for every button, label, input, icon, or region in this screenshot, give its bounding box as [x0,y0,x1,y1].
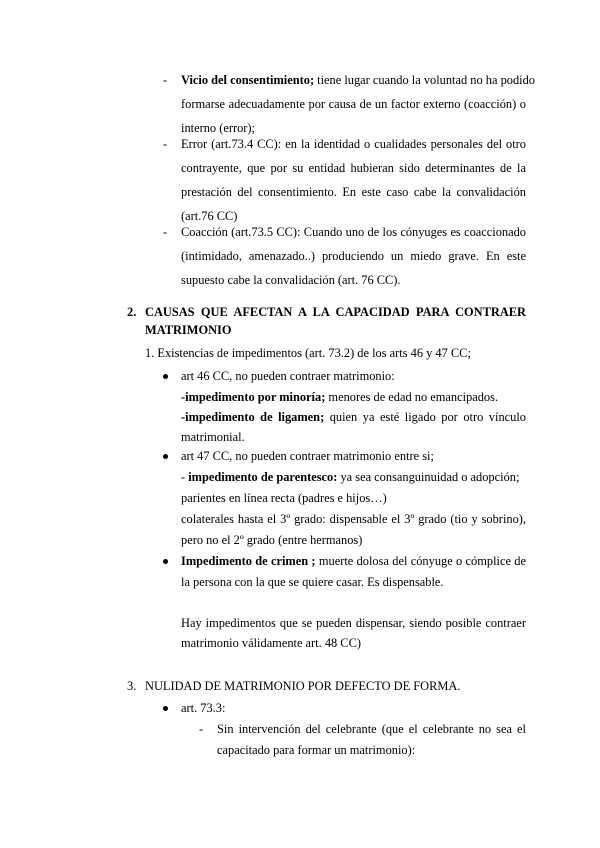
bullet-icon [163,706,168,711]
minoria-line [181,389,498,405]
list-dash: - [199,722,204,736]
parentesco-dash: - [181,470,189,484]
dispensa-note-line-1: Hay impedimentos que se pueden dispensar, siendo posible contraer [181,616,526,630]
colaterales-line: colaterales hasta el 3º grado: dispensable el 3º grado (tio y sobrino), [181,512,526,526]
art46-line: art 46 CC, no pueden contraer matrimonio: [181,369,395,383]
crimen-text: muerte dolosa del cónyuge o cómplice de [315,554,526,568]
impedimentos-subheading: 1. Existencias de impedimentos (art. 73.2) de los arts 46 y 47 CC; [145,346,471,360]
vicio-line-1 [181,72,535,88]
parentesco-term: impedimento de parentesco: [188,470,338,484]
list-dash: - [163,137,168,151]
error-line-1: Error (art.73.4 CC): en la identidad o cualidades personales del otro [181,137,526,151]
section-3-number: 3. [127,679,137,693]
list-dash: - [163,73,168,87]
parentesco-text: ya sea consanguinuidad o adopción; [337,470,520,484]
dispensa-note-line-2: matrimonio válidamente art. 48 CC) [181,636,361,650]
minoria-text: menores de edad no emancipados. [325,390,499,404]
error-line-4: (art.76 CC) [181,209,238,223]
error-line-2: contrayente, que por su entidad hubieran sido determinantes de la [181,161,526,175]
celebrante-line-1: Sin intervención del celebrante (que el celebrante no sea el [217,722,526,736]
crimen-line [181,553,526,569]
vicio-line-3: interno (error); [181,121,255,135]
parentesco-line [181,469,519,485]
coaccion-line-2: (intimidado, amenazado..) produciendo un miedo grave. En este [181,249,526,263]
list-dash: - [163,225,168,239]
minoria-term: -impedimento por minoría; [181,390,326,404]
ligamen-line [181,409,526,425]
ligamen-term: -impedimento de ligamen; [181,410,325,424]
ligamen-text: quien ya esté ligado por otro vínculo [324,410,526,424]
section-2-title-line-2: MATRIMONIO [145,323,232,337]
section-3-title: NULIDAD DE MATRIMONIO POR DEFECTO DE FORMA. [145,679,461,693]
bullet-icon [163,374,168,379]
coaccion-line-1: Coacción (art.73.5 CC): Cuando uno de los cónyuges es coaccionado [181,225,526,239]
art47-line: art 47 CC, no pueden contraer matrimonio entre si; [181,449,434,463]
bullet-icon [163,559,168,564]
section-2-number: 2. [127,305,137,319]
linea-recta-line: parientes en línea recta (padres e hijos…) [181,491,387,505]
ligamen-line-2: matrimonial. [181,430,245,444]
section-2-title-line-1: CAUSAS QUE AFECTAN A LA CAPACIDAD PARA CONTRAER [145,305,526,319]
art73-3-line: art. 73.3: [181,701,226,715]
crimen-line-2: la persona con la que se quiere casar. Es dispensable. [181,575,444,589]
vicio-text-1: tiene lugar cuando la voluntad no ha podido [314,73,535,87]
bullet-icon [163,454,168,459]
crimen-term: Impedimento de crimen ; [181,554,316,568]
vicio-line-2: formarse adecuadamente por causa de un factor externo (coacción) o [181,97,526,111]
error-line-3: prestación del consentimiento. En este caso cabe la convalidación [181,185,526,199]
hermanos-line: pero no el 2º grado (entre hermanos) [181,533,363,547]
coaccion-line-3: supuesto cabe la convalidación (art. 76 CC). [181,273,401,287]
celebrante-line-2: capacitado para formar un matrimonio): [217,743,416,757]
vicio-term: Vicio del consentimiento; [181,73,315,87]
